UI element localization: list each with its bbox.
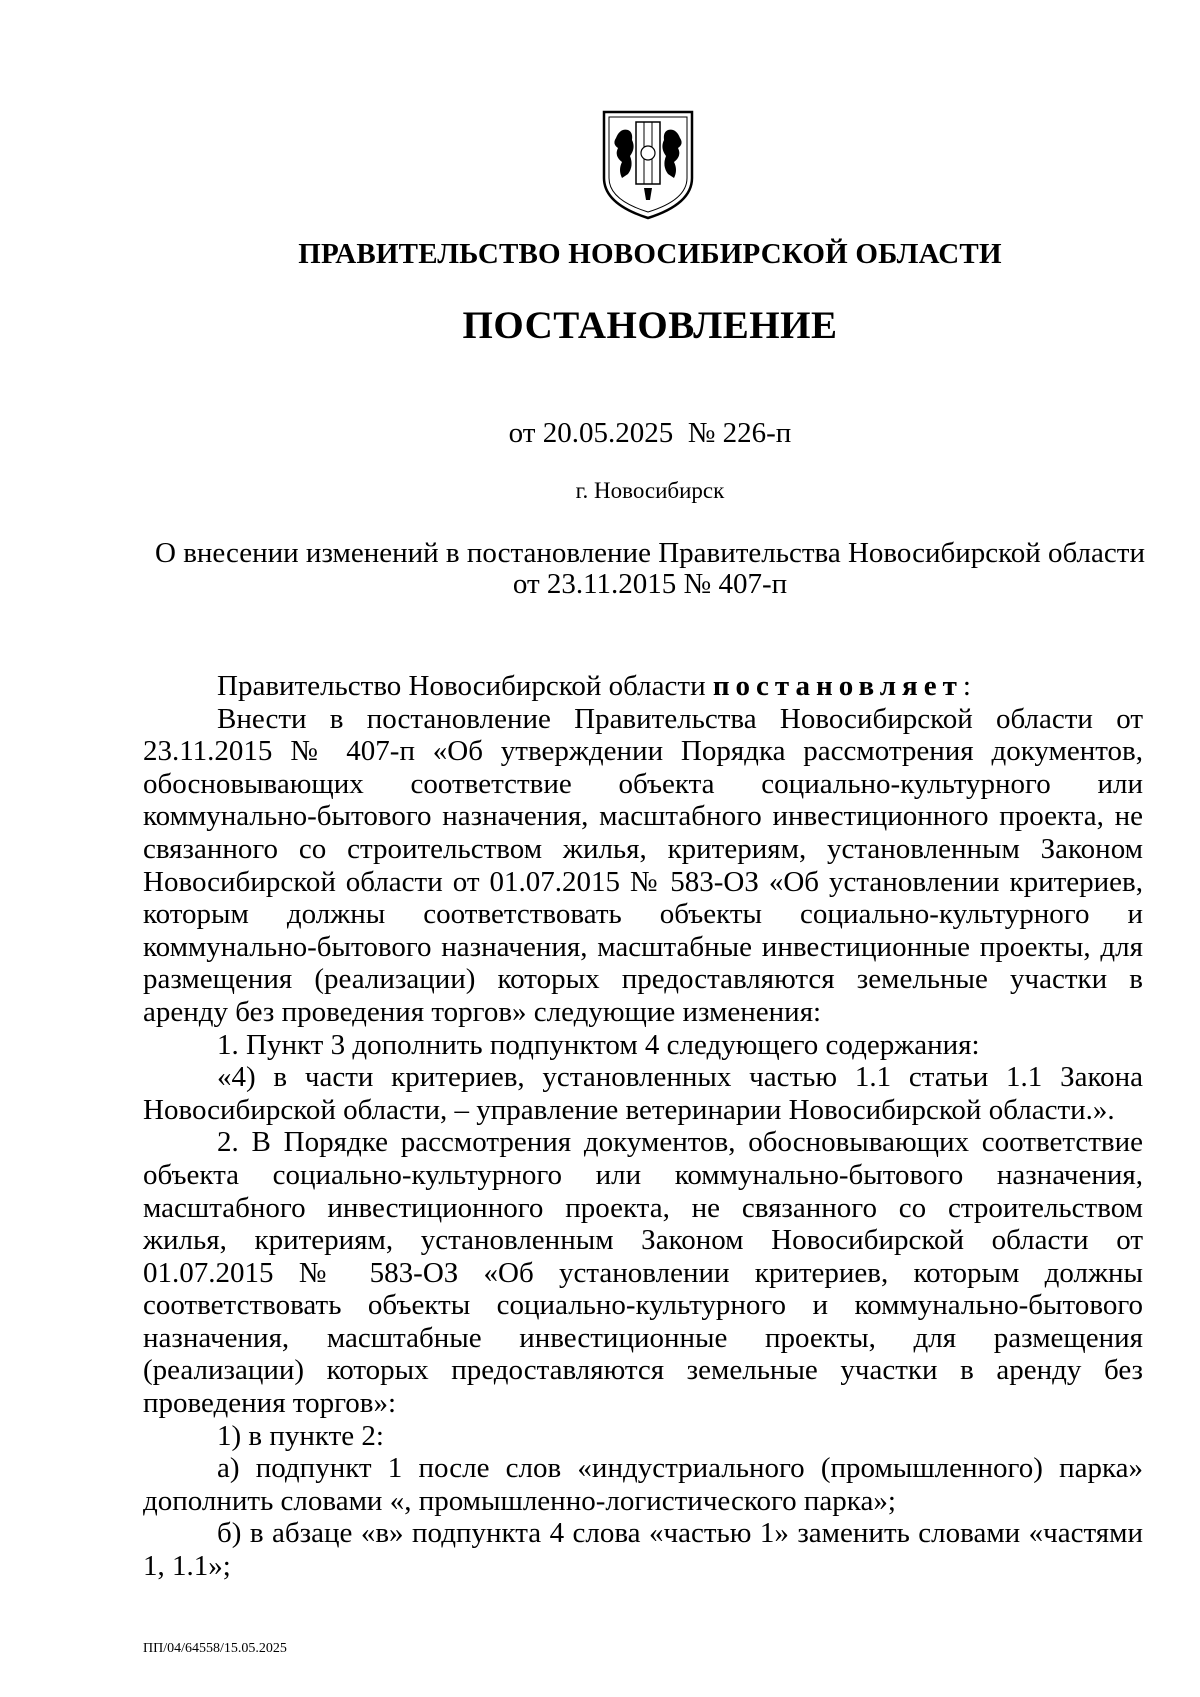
intro-paragraph bbox=[143, 670, 1143, 703]
document-code: ПП/04/64558/15.05.2025 bbox=[143, 1641, 287, 1656]
subject-line-2: от 23.11.2015 № 407-п bbox=[512, 568, 788, 600]
intro-suffix: : bbox=[962, 670, 971, 702]
body-paragraph: 1. Пункт 3 дополнить подпунктом 4 следующего содержания: bbox=[217, 1028, 980, 1061]
city-line: г. Новосибирск bbox=[575, 478, 725, 503]
coat-of-arms-icon bbox=[600, 108, 696, 220]
intro-prefix: Правительство Новосибирской области bbox=[217, 670, 713, 702]
date-number-line: от 20.05.2025 № 226-п bbox=[508, 417, 792, 449]
body-paragraph: «4) в части критериев, установленных частью 1.1 статьи 1.1 Закона Новосибирской области, – управление ветеринарии Новосибирской области.». bbox=[143, 1061, 1143, 1126]
organization-title: ПРАВИТЕЛЬСТВО НОВОСИБИРСКОЙ ОБЛАСТИ bbox=[298, 238, 1002, 270]
body-paragraph: Внести в постановление Правительства Новосибирской области от 23.11.2015 № 407-п «Об утверждении Порядка рассмотрения документов, обосновывающих соответствие объекта социально-культурного или коммунально-бытового назначения, масштабного инвестиционного проекта, не связанного со строительством жилья, критериям, установленным Законом Новосибирской области от 01.07.2015 № 583-ОЗ «Об установлении критериев, которым должны соответствовать объекты социально-культурного и коммунально-бытового назначения, масштабные инвестиционные проекты, для размещения (реализации) которых предоставляются земельные участки в аренду без проведения торгов» следующие изменения: bbox=[143, 702, 1143, 1028]
document-body bbox=[143, 670, 1143, 1583]
intro-emphasis: постановляет bbox=[712, 670, 963, 702]
body-paragraph: 2. В Порядке рассмотрения документов, обосновывающих соответствие объекта социально-культурного или коммунально-бытового назначения, масштабного инвестиционного проекта, не связанного со строительством жилья, критериям, установленным Законом Новосибирской области от 01.07.2015 № 583-ОЗ «Об установлении критериев, которым должны соответствовать объекты социально-культурного и коммунально-бытового назначения, масштабные инвестиционные проекты, для размещения (реализации) которых предоставляются земельные участки в аренду без проведения торгов»: bbox=[143, 1126, 1143, 1420]
body-paragraph: 1) в пункте 2: bbox=[217, 1419, 384, 1452]
document-type: ПОСТАНОВЛЕНИЕ bbox=[462, 304, 838, 347]
subject-line-1: О внесении изменений в постановление Правительства Новосибирской области bbox=[155, 537, 1145, 569]
document-subject bbox=[150, 538, 1150, 600]
body-paragraph: а) подпункт 1 после слов «индустриального (промышленного) парка» дополнить словами «, промышленно-логистического парка»; bbox=[143, 1452, 1143, 1517]
body-paragraph: б) в абзаце «в» подпункта 4 слова «частью 1» заменить словами «частями 1, 1.1»; bbox=[143, 1517, 1143, 1583]
